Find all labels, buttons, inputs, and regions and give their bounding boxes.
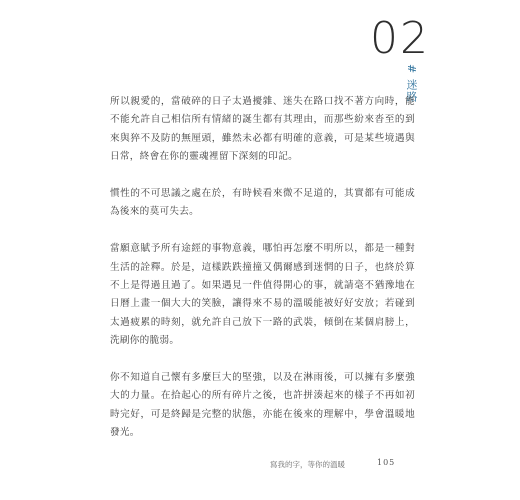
paragraph-3: 當願意賦予所有途經的事物意義，哪怕再怎麼不明所以，都是一種對生活的詮釋。於是，這樣跌跌撞撞又偶爾感到迷惘的日子，也終於算不上是得過且過了。如果遇見一件值得開心的事，就請毫不猶豫地在日曆上畫一個大大的笑臉，讓得來不易的溫暖能被好好安放；若碰到太過疲累的時刻，就允許自己放下一路的武裝，傾倒在某個肩膀上，洗刷你的脆弱。 (110, 243, 415, 347)
chapter-number: 02 (370, 13, 430, 64)
running-footer-title: 寫我的字，等你的溫暖 (270, 460, 345, 469)
paragraph-4: 你不知道自己懷有多麼巨大的堅強，以及在淋雨後，可以擁有多麼強大的力量。在拾起心的所有碎片之後，也許拼湊起來的樣子不再如初時完好，可是終歸是完整的狀態，亦能在後來的理解中，學會溫暖地發光。 (110, 372, 415, 439)
chapter-tag: # 迷路 (405, 64, 418, 103)
paragraph-1: 所以親愛的，當破碎的日子太過擾雜、迷失在路口找不著方向時，能不能允許自己相信所有情緒的誕生都有其理由，而那些紛來沓至的到來與猝不及防的無厘頭，雖然未必都有明確的意義，可是某些境遇與日常，終會在你的靈魂裡留下深刻的印記。 (110, 96, 415, 163)
page-number: 105 (377, 458, 396, 467)
paragraph-2: 慣性的不可思議之處在於，有時候看來微不足道的，其實都有可能成為後來的莫可失去。 (110, 188, 415, 218)
body-text (110, 93, 415, 461)
